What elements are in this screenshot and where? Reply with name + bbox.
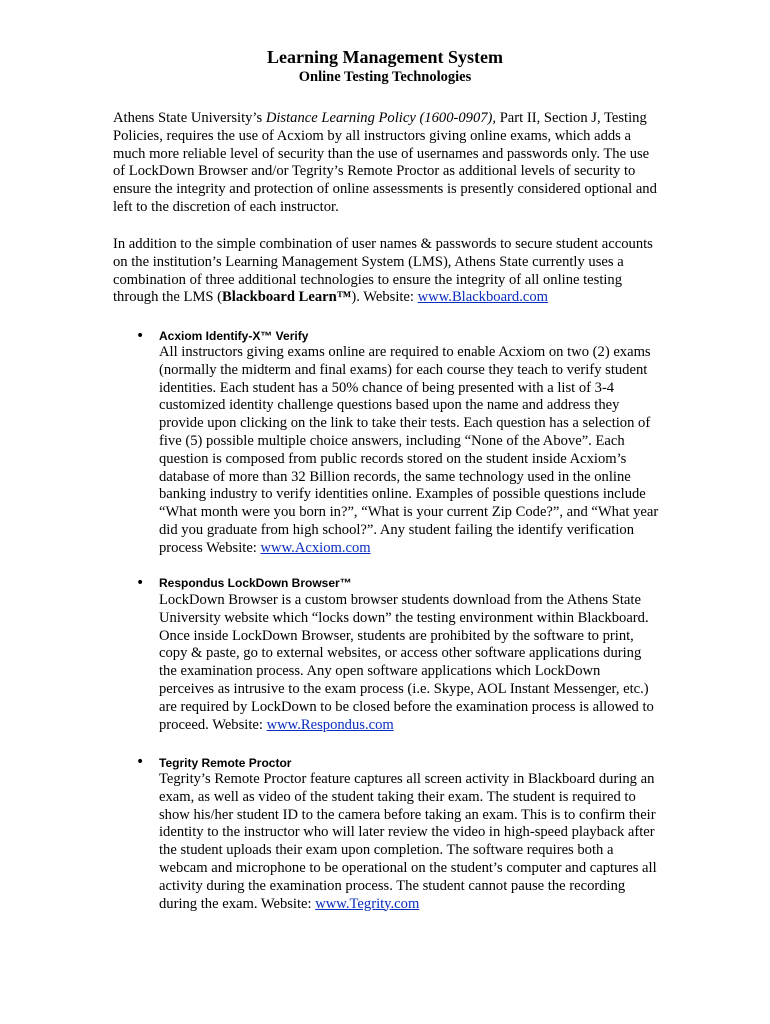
bullet-icon: • — [136, 328, 145, 344]
policy-reference: Distance Learning Policy (1600-0907), — [265, 110, 497, 126]
respondus-description — [159, 592, 659, 734]
tegrity-description — [159, 771, 659, 913]
lms-product-name: Blackboard Learn™ — [222, 289, 352, 306]
technologies-text-start: In addition to the simple combination of user names & passwords to secure student accounts on the institution’s Learning Management System (LMS), Athens State currently uses a combination of three additional technologies to ensure the integrity of all online testing through the LMS ( — [113, 236, 653, 306]
intro-text-start: Athens State University’s — [113, 110, 266, 126]
tegrity-text: Tegrity’s Remote Proctor feature captures all screen activity in Blackboard during an exam, as well as video of the student taking their exam. The student is required to show his/her student ID to the camera before taking an exam. This is to confirm their identity to the instructor who will later review the video in high-speed playback after the student uploads their exam upon completion. The software requires both a webcam and microphone to be operational on the student’s computer and captures all activity during the examination process. The student cannot pause the recording during the exam. Website: — [159, 771, 657, 912]
blackboard-link[interactable]: www.Blackboard.com — [417, 289, 548, 306]
page-subtitle: Online Testing Technologies — [298, 69, 472, 85]
acxiom-text: All instructors giving exams online are required to enable Acxiom on two (2) exams (normally the midterm and final exams) for each course they teach to verify student identities. Each student has a 50% chance of being presented with a list of 3-4 customized identity challenge questions based upon the name and address they provide upon clicking on the link to take their tests. Each question has a selection of five (5) possible multiple choice answers, including “None of the Above”. Each question is composed from public records stored on the student inside Acxiom’s database of more than 32 Billion records, the same technology used in the online banking industry to verify identities online. Examples of possible questions include “What month were you born in?”, “What is your current Zip Code?”, and “What year did you graduate from high school?”. Any student failing the identify verification process Website: — [159, 344, 659, 556]
respondus-heading: Respondus LockDown Browser™ — [159, 576, 352, 590]
tegrity-link[interactable]: www.Tegrity.com — [315, 895, 420, 912]
acxiom-description — [159, 344, 659, 558]
respondus-text: LockDown Browser is a custom browser students download from the Athens State University website which “locks down” the testing environment within Blackboard. Once inside LockDown Browser, students are prohibited by the software to print, copy & paste, go to external websites, or access other software applications during the examination process. Any open software applications which LockDown perceives as intrusive to the exam process (i.e. Skype, AOL Instant Messenger, etc.) are required by LockDown to be closed before the examination process is allowed to proceed. Website: — [159, 592, 654, 733]
technologies-paragraph — [113, 236, 661, 307]
technologies-text-rest: ). Website: — [351, 289, 418, 306]
acxiom-link[interactable]: www.Acxiom.com — [260, 539, 371, 556]
bullet-icon: • — [136, 575, 145, 591]
tegrity-heading: Tegrity Remote Proctor — [159, 756, 292, 770]
acxiom-heading: Acxiom Identify-X™ Verify — [159, 329, 309, 343]
bullet-icon: • — [136, 754, 145, 770]
page-title: Learning Management System — [267, 47, 503, 67]
intro-text-rest: Part II, Section J, Testing Policies, requires the use of Acxiom by all instructors giving online exams, which adds a much more reliable level of security than the use of usernames and passwords only. The use of LockDown Browser and/or Tegrity’s Remote Proctor as additional levels of security to ensure the integrity and protection of online assessments is presently considered optional and left to the discretion of each instructor. — [113, 110, 657, 215]
intro-paragraph — [113, 110, 661, 217]
respondus-link[interactable]: www.Respondus.com — [266, 716, 394, 733]
